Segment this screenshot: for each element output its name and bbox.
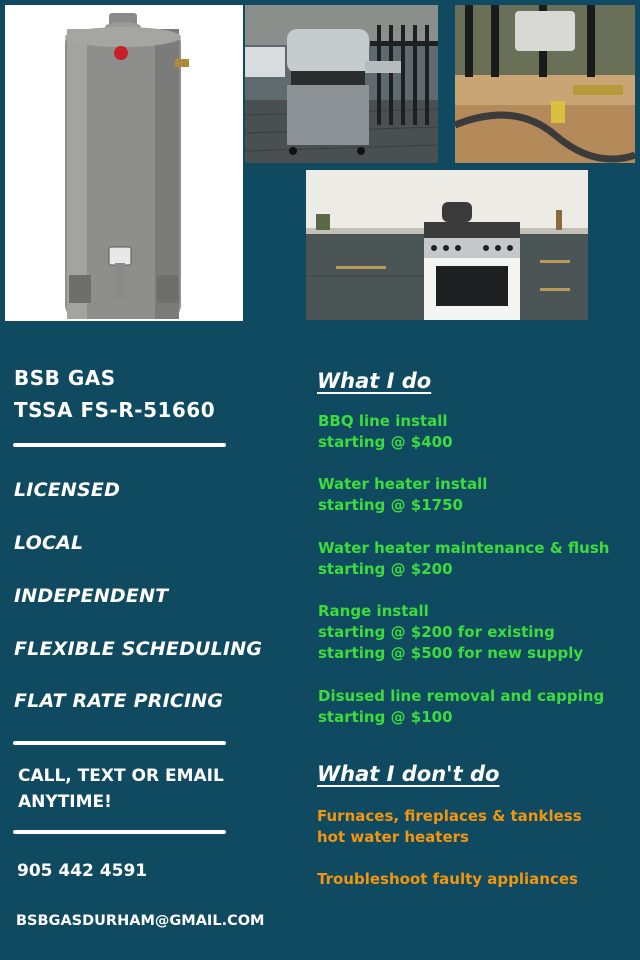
service-price: starting @ $200 [318, 560, 453, 578]
service-name: BBQ line install [318, 412, 448, 430]
service-price: starting @ $200 for existing [318, 623, 555, 641]
feature-local: LOCAL [14, 532, 84, 554]
service-price: starting @ $500 for new supply [318, 644, 584, 662]
feature-licensed: LICENSED [14, 479, 121, 501]
gas-line-photo [455, 5, 635, 163]
service-bbq-line [318, 411, 453, 453]
service-water-heater-maintenance [318, 538, 609, 580]
service-name: Water heater maintenance & flush [318, 539, 610, 557]
what-i-do-heading: What I do [317, 369, 432, 393]
exclusion-furnaces [317, 806, 582, 848]
service-name: Range install [318, 602, 429, 620]
tssa-license: TSSA FS-R-51660 [14, 398, 216, 422]
exclusion-line: Furnaces, fireplaces & tankless [317, 807, 582, 825]
service-name: Disused line removal and capping [318, 687, 605, 705]
feature-flexible-scheduling: FLEXIBLE SCHEDULING [14, 638, 263, 660]
bbq-deck-photo [245, 5, 438, 163]
service-price: starting @ $400 [318, 433, 453, 451]
feature-independent: INDEPENDENT [14, 585, 169, 607]
kitchen-range-photo [306, 170, 588, 320]
what-i-dont-do-heading: What I don't do [317, 762, 500, 786]
divider [13, 443, 226, 447]
contact-cta-line2: ANYTIME! [18, 792, 112, 812]
service-name: Water heater install [318, 475, 488, 493]
service-range-install [318, 601, 583, 664]
exclusion-line: Troubleshoot faulty appliances [317, 870, 578, 888]
divider [13, 741, 226, 745]
divider [13, 830, 226, 834]
exclusion-troubleshoot [317, 869, 578, 890]
service-line-removal [318, 686, 604, 728]
email-address[interactable]: BSBGASDURHAM@GMAIL.COM [16, 913, 265, 929]
contact-cta-line1: CALL, TEXT OR EMAIL [18, 766, 224, 786]
feature-flat-rate-pricing: FLAT RATE PRICING [14, 690, 224, 712]
business-name: BSB GAS [14, 366, 116, 390]
phone-number[interactable]: 905 442 4591 [17, 861, 148, 881]
water-heater-photo [5, 5, 243, 321]
service-price: starting @ $100 [318, 708, 453, 726]
exclusion-line: hot water heaters [317, 828, 469, 846]
service-price: starting @ $1750 [318, 496, 463, 514]
service-water-heater-install [318, 474, 487, 516]
